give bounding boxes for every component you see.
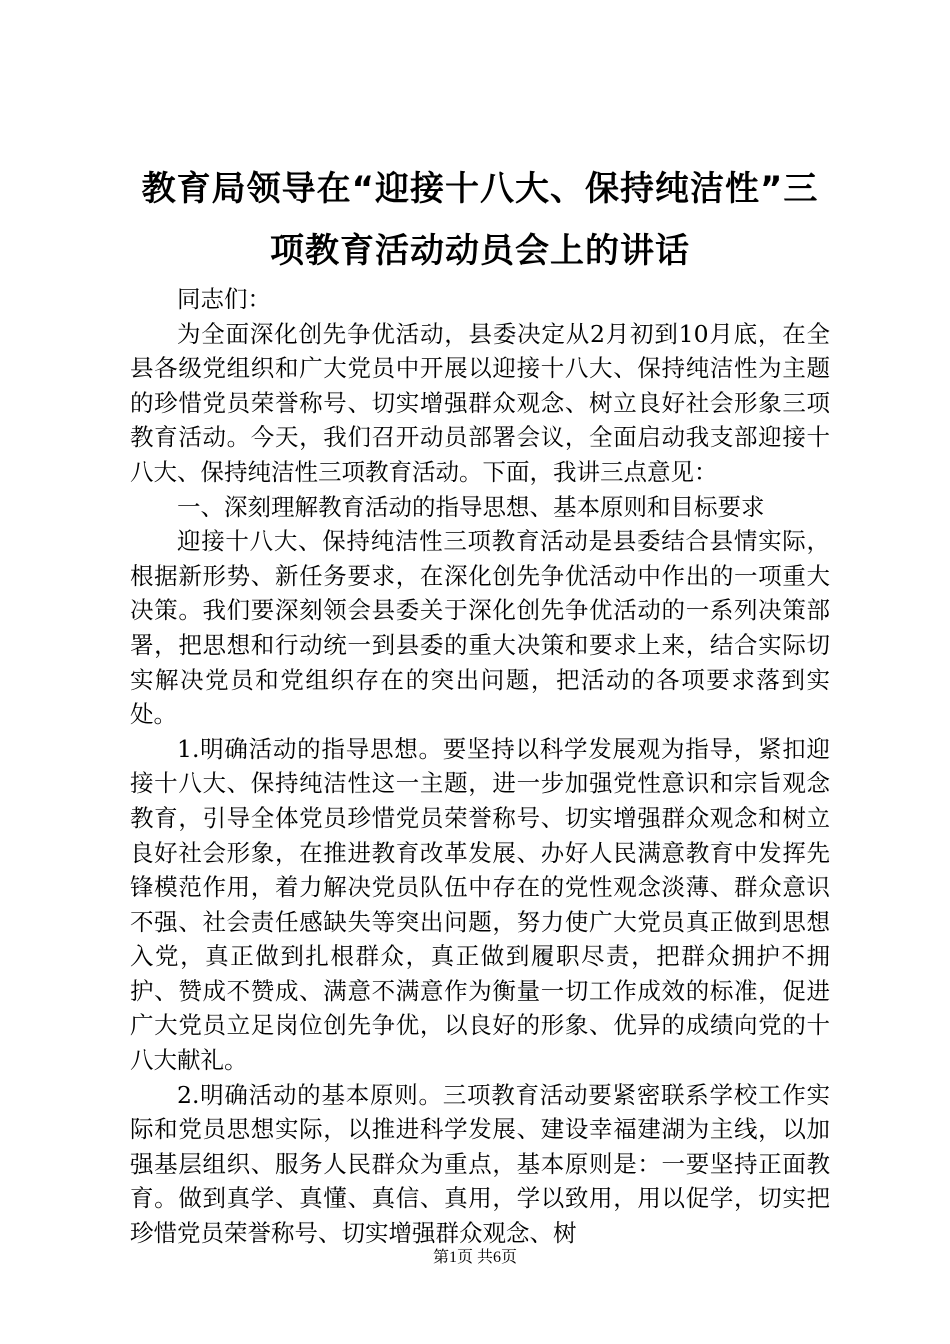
section-heading: 一、深刻理解教育活动的指导思想、基本原则和目标要求 [177, 492, 765, 521]
paragraph: 迎接十八大、保持纯洁性三项教育活动是县委结合县情实际，根据新形势、新任务要求，在深化创先争优活动中作出的一项重大决策。我们要深刻领会县委关于深化创先争优活动的一系列决策部署，把思想和行动统一到县委的重大决策和要求上来，结合实际切实解决党员和党组织存在的突出问题，把活动的各项要求落到实处。 [130, 527, 830, 729]
document-body [130, 282, 830, 1251]
paragraph: 1.明确活动的指导思想。要坚持以科学发展观为指导，紧扣迎接十八大、保持纯洁性这一主题，进一步加强党性意识和宗旨观念教育，引导全体党员珍惜党员荣誉称号、切实增强群众观念和树立良好社会形象，在推进教育改革发展、办好人民满意教育中发挥先锋模范作用，着力解决党员队伍中存在的党性观念淡薄、群众意识不强、社会责任感缺失等突出问题，努力使广大党员真正做到思想入党，真正做到扎根群众，真正做到履职尽责，把群众拥护不拥护、赞成不赞成、满意不满意作为衡量一切工作成效的标准，促进广大党员立足岗位创先争优，以良好的形象、优异的成绩向党的十八大献礼。 [130, 734, 830, 1075]
paragraph: 2.明确活动的基本原则。三项教育活动要紧密联系学校工作实际和党员思想实际，以推进科学发展、建设幸福建湖为主线，以加强基层组织、服务人民群众为重点，基本原则是：一要坚持正面教育。做到真学、真懂、真信、真用，学以致用，用以促学，切实把珍惜党员荣誉称号、切实增强群众观念、树 [130, 1080, 830, 1248]
document-page [130, 158, 830, 1251]
paragraph: 为全面深化创先争优活动，县委决定从2月初到10月底，在全县各级党组织和广大党员中开展以迎接十八大、保持纯洁性为主题的珍惜党员荣誉称号、切实增强群众观念、树立良好社会形象三项教育活动。今天，我们召开动员部署会议，全面启动我支部迎接十八大、保持纯洁性三项教育活动。下面，我讲三点意见： [130, 319, 830, 486]
page-footer: 第1页 共6页 [432, 1249, 517, 1266]
salutation: 同志们： [177, 285, 271, 313]
document-title: 教育局领导在“迎接十八大、保持纯洁性”三项教育活动动员会上的讲话 [141, 169, 819, 271]
